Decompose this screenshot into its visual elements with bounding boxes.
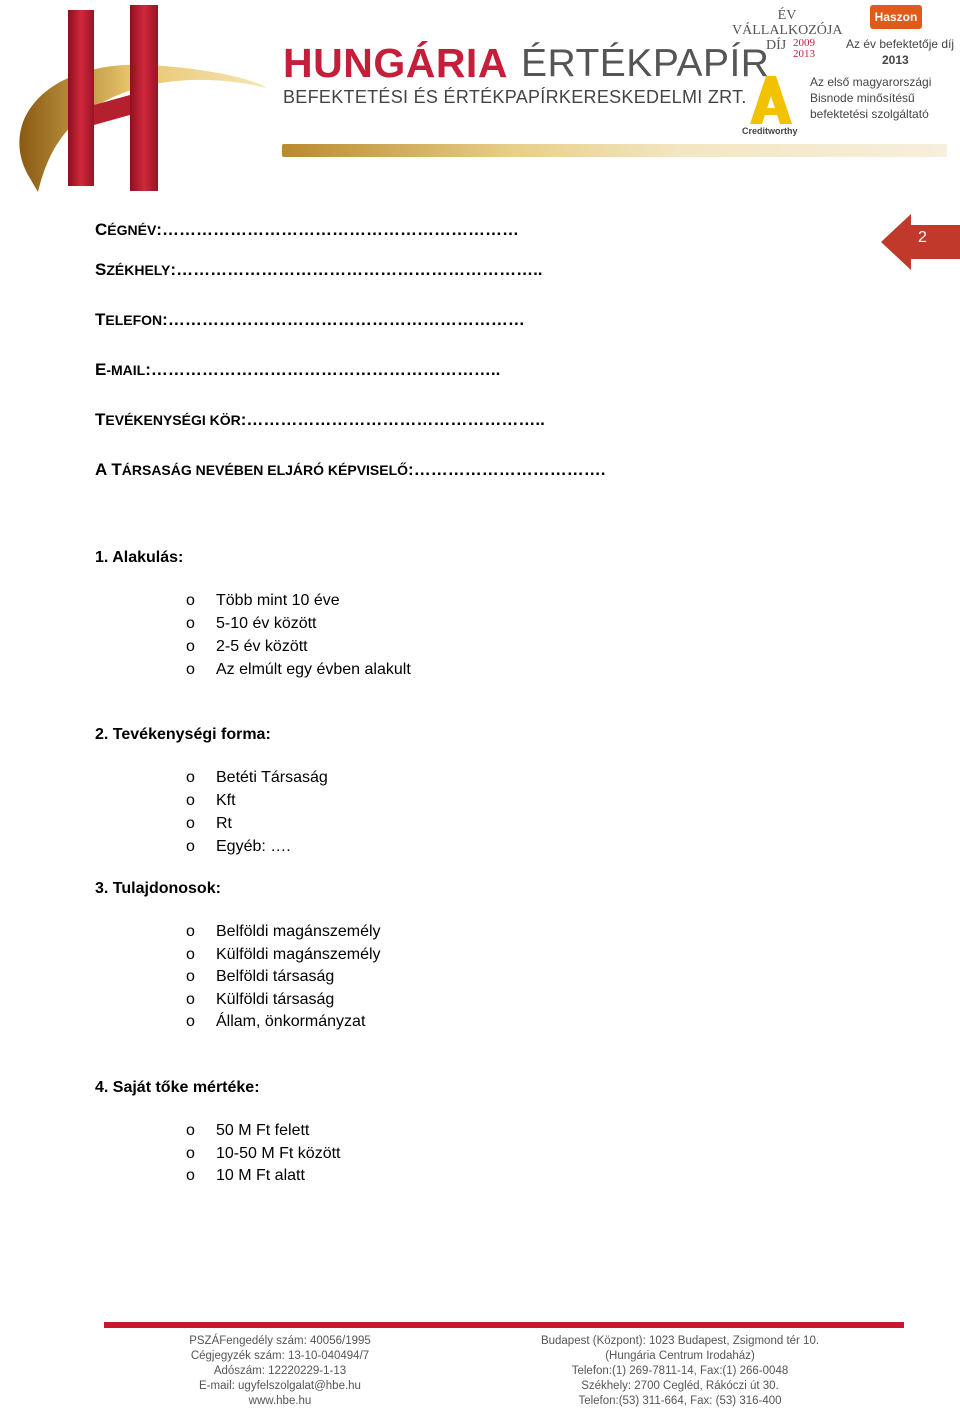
option-bullet[interactable]: o	[186, 769, 195, 786]
option-label: 10-50 M Ft között	[216, 1145, 341, 1162]
section-title-tulajdonosok: 3. Tulajdonosok:	[95, 880, 221, 897]
award-year: 2013	[793, 48, 815, 60]
option-bullet[interactable]: o	[186, 1167, 195, 1184]
option-bullet[interactable]: o	[186, 661, 195, 678]
field-label-initial: S	[95, 260, 107, 279]
section-title-alakulas: 1. Alakulás:	[95, 549, 184, 566]
bisnode-award-text	[810, 74, 931, 122]
field-label-initial: C	[95, 220, 108, 239]
footer-line: Székhely: 2700 Cegléd, Rákóczi út 30.	[581, 1380, 779, 1392]
field-label-initial: A T	[95, 460, 122, 479]
field-dots: :………………………………………………………	[156, 220, 519, 239]
option-bullet[interactable]: o	[186, 838, 195, 855]
haszon-text-line: 2013	[882, 53, 909, 67]
option-bullet[interactable]: o	[186, 946, 195, 963]
field-kepviselo	[95, 460, 605, 480]
field-cegnev	[95, 220, 519, 240]
option-label: 10 M Ft alatt	[216, 1167, 305, 1184]
award-ev-line: DÍJ	[766, 38, 787, 53]
brand-subtitle: BEFEKTETÉSI ÉS ÉRTÉKPAPÍRKERESKEDELMI ZRT.	[283, 87, 747, 107]
field-dots: :…………………………….	[408, 460, 606, 479]
option-bullet[interactable]: o	[186, 638, 195, 655]
field-label-initial: E	[95, 360, 107, 379]
brand-name-part1: HUNGÁRIA	[283, 40, 508, 86]
field-label-rest: ELEFON	[105, 312, 163, 328]
field-dots: :………………………………………………………	[162, 310, 525, 329]
option-label: Állam, önkormányzat	[216, 1013, 366, 1030]
footer-rule	[104, 1322, 904, 1328]
option-bullet[interactable]: o	[186, 1145, 195, 1162]
page-number: 2	[918, 229, 927, 246]
field-label-rest: ZÉKHELY	[106, 262, 171, 278]
option-label: Az elmúlt egy évben alakult	[216, 661, 411, 678]
award-ev-line: VÁLLALKOZÓJA	[732, 23, 843, 38]
option-label: Egyéb: ….	[216, 838, 291, 855]
field-label-rest: ÁRSASÁG NEVÉBEN ELJÁRÓ KÉPVISELŐ	[121, 462, 409, 478]
field-dots: :……………………………………………..	[240, 410, 545, 429]
option-bullet[interactable]: o	[186, 615, 195, 632]
award-ev-line: ÉV	[777, 8, 797, 23]
field-szekhely	[95, 260, 543, 280]
field-tevekenysegi-kor	[95, 410, 545, 430]
company-logo	[8, 0, 270, 196]
footer-line: Telefon:(53) 311-664, Fax: (53) 316-400	[578, 1395, 782, 1407]
award-ev-years	[793, 38, 815, 60]
field-label-rest: EVÉKENYSÉGI KÖR	[105, 412, 241, 428]
option-bullet[interactable]: o	[186, 923, 195, 940]
option-label: Betéti Társaság	[216, 769, 328, 786]
creditworthy-a-icon	[746, 74, 794, 126]
option-label: Belföldi magánszemély	[216, 923, 381, 940]
option-label: Kft	[216, 792, 236, 809]
footer-website[interactable]: www.hbe.hu	[248, 1395, 312, 1407]
bisnode-text-line: befektetési szolgáltató	[810, 107, 929, 121]
footer-company-info	[160, 1334, 400, 1409]
field-telefon	[95, 310, 525, 330]
option-label: 5-10 év között	[216, 615, 317, 632]
section-title-tevekenysegi-forma: 2. Tevékenységi forma:	[95, 726, 271, 743]
header-gold-rule	[282, 144, 947, 157]
option-bullet[interactable]: o	[186, 1122, 195, 1139]
field-dots: :……………………………………………………..	[145, 360, 501, 379]
award-year: 2009	[793, 37, 815, 49]
bisnode-text-line: Az első magyarországi	[810, 75, 932, 89]
option-label: 50 M Ft felett	[216, 1122, 310, 1139]
footer-line: (Hungária Centrum Irodaház)	[605, 1350, 755, 1362]
footer-line: Cégjegyzék szám: 13-10-040494/7	[190, 1350, 370, 1362]
section-title-sajat-toke: 4. Saját tőke mértéke:	[95, 1079, 260, 1096]
haszon-award-text	[846, 36, 954, 68]
field-label-rest: -MAIL	[106, 362, 146, 378]
brand-name-part2: ÉRTÉKPAPÍR	[521, 42, 770, 85]
footer-line: Telefon:(1) 269-7811-14, Fax:(1) 266-0048	[571, 1365, 789, 1377]
option-bullet[interactable]: o	[186, 968, 195, 985]
option-label: Belföldi társaság	[216, 968, 335, 985]
option-bullet[interactable]: o	[186, 815, 195, 832]
option-bullet[interactable]: o	[186, 792, 195, 809]
footer-line: Adószám: 12220229-1-13	[213, 1365, 347, 1377]
option-bullet[interactable]: o	[186, 1013, 195, 1030]
option-label: Rt	[216, 815, 232, 832]
footer-address-info	[515, 1334, 845, 1409]
field-dots: :………………………………………………………..	[170, 260, 543, 279]
option-bullet[interactable]: o	[186, 592, 195, 609]
option-label: Több mint 10 éve	[216, 592, 340, 609]
option-label: Külföldi magánszemély	[216, 946, 381, 963]
footer-line: Budapest (Központ): 1023 Budapest, Zsigmond tér 10.	[540, 1335, 820, 1347]
footer-line: PSZÁFengedély szám: 40056/1995	[189, 1335, 371, 1347]
footer-email[interactable]: E-mail: ugyfelszolgalat@hbe.hu	[199, 1380, 361, 1392]
field-email	[95, 360, 500, 380]
bisnode-text-line: Bisnode minősítésű	[810, 91, 915, 105]
haszon-badge: Haszon	[870, 5, 922, 29]
creditworthy-label: Creditworthy	[742, 126, 798, 136]
option-label: Külföldi társaság	[216, 991, 335, 1008]
field-label-rest: ÉGNÉV	[107, 222, 157, 238]
field-label-initial: T	[95, 410, 106, 429]
haszon-text-line: Az év befektetője díj	[846, 37, 955, 51]
option-bullet[interactable]: o	[186, 991, 195, 1008]
option-label: 2-5 év között	[216, 638, 308, 655]
field-label-initial: T	[95, 310, 106, 329]
award-ev-vallalkozoja	[732, 8, 842, 53]
